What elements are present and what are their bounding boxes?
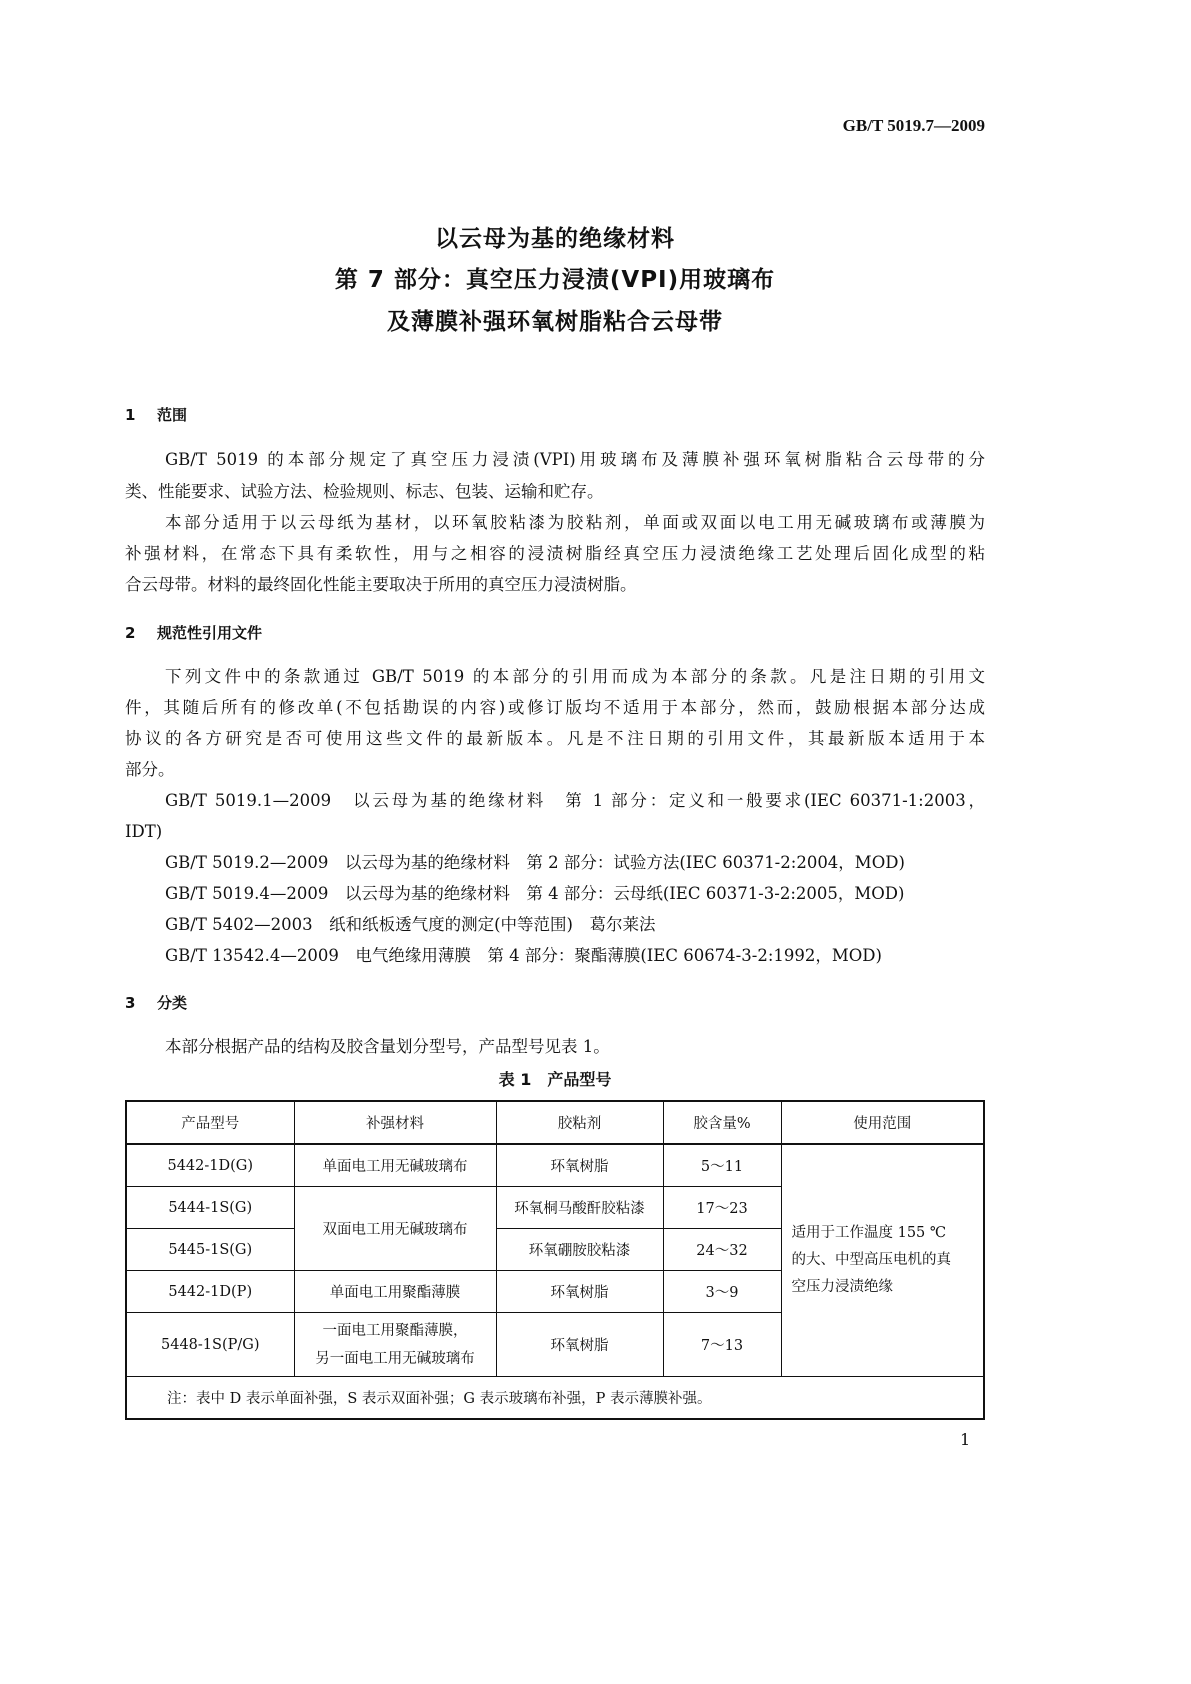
scope-line: 适用于工作温度 155 ℃ — [791, 1225, 947, 1241]
cell-content: 7～13 — [663, 1313, 781, 1377]
body-line: 协议的各方研究是否可使用这些文件的最新版本。凡是不注日期的引用文件，其最新版本适用于本 — [125, 729, 985, 748]
cell-material: 双面电工用无碱玻璃布 — [294, 1187, 496, 1271]
column-header: 使用范围 — [781, 1101, 984, 1144]
section-heading-1 — [125, 404, 187, 425]
body-line: 下列文件中的条款通过 GB/T 5019 的本部分的引用而成为本部分的条款。凡是注日期的引用文 — [165, 667, 985, 686]
title-line-1: 以云母为基的绝缘材料 — [435, 226, 675, 252]
body-line: 件，其随后所有的修改单(不包括勘误的内容)或修订版均不适用于本部分，然而，鼓励根据本部分达成 — [125, 698, 985, 717]
body-line: 合云母带。材料的最终固化性能主要取决于所用的真空压力浸渍树脂。 — [125, 575, 637, 594]
product-model-table — [125, 1100, 985, 1420]
cell-adhesive: 环氧树脂 — [496, 1144, 663, 1187]
cell-material: 单面电工用无碱玻璃布 — [294, 1144, 496, 1187]
page-number: 1 — [960, 1430, 971, 1449]
cell-content: 3～9 — [663, 1271, 781, 1313]
cell-model: 5445-1S(G) — [126, 1229, 294, 1271]
table-caption: 表 1 产品型号 — [498, 1070, 612, 1089]
cell-scope — [781, 1144, 984, 1377]
column-header: 胶粘剂 — [496, 1101, 663, 1144]
reference-item: GB/T 13542.4—2009 电气绝缘用薄膜 第 4 部分：聚酯薄膜(IEC 60674-3-2:1992，MOD) — [165, 946, 882, 965]
cell-content: 24～32 — [663, 1229, 781, 1271]
reference-item: GB/T 5019.2—2009 以云母为基的绝缘材料 第 2 部分：试验方法(IEC 60371-2:2004，MOD) — [165, 853, 905, 872]
cell-content: 5～11 — [663, 1144, 781, 1187]
table-note-row — [126, 1377, 984, 1420]
section-number: 2 — [125, 624, 136, 642]
reference-item: GB/T 5402—2003 纸和纸板透气度的测定(中等范围) 葛尔莱法 — [165, 915, 656, 934]
material-line: 另一面电工用无碱玻璃布 — [315, 1350, 475, 1367]
reference-item: GB/T 5019.4—2009 以云母为基的绝缘材料 第 4 部分：云母纸(IEC 60371-3-2:2005，MOD) — [165, 884, 905, 903]
table-row — [126, 1144, 984, 1187]
cell-model: 5442-1D(G) — [126, 1144, 294, 1187]
body-line: 类、性能要求、试验方法、检验规则、标志、包装、运输和贮存。 — [125, 482, 604, 501]
cell-material: 单面电工用聚酯薄膜 — [294, 1271, 496, 1313]
cell-model: 5444-1S(G) — [126, 1187, 294, 1229]
column-header: 产品型号 — [126, 1101, 294, 1144]
reference-item-cont: IDT) — [125, 822, 163, 841]
body-line: GB/T 5019 的本部分规定了真空压力浸渍(VPI)用玻璃布及薄膜补强环氧树脂粘合云母带的分 — [165, 450, 985, 469]
cell-material — [294, 1313, 496, 1377]
body-line: 本部分适用于以云母纸为基材，以环氧胶粘漆为胶粘剂，单面或双面以电工用无碱玻璃布或薄膜为 — [165, 513, 985, 532]
standard-code: GB/T 5019.7—2009 — [842, 116, 985, 135]
reference-item: GB/T 5019.1—2009 以云母为基的绝缘材料 第 1 部分：定义和一般要求(IEC 60371-1:2003， — [165, 791, 985, 810]
cell-model: 5442-1D(P) — [126, 1271, 294, 1313]
column-header: 胶含量% — [663, 1101, 781, 1144]
table-header-row — [126, 1101, 984, 1144]
section-title: 分类 — [157, 994, 188, 1012]
cell-adhesive: 环氧树脂 — [496, 1313, 663, 1377]
body-line: 部分。 — [125, 760, 175, 779]
section-heading-3 — [125, 992, 187, 1013]
section-number: 3 — [125, 994, 136, 1012]
body-line: 本部分根据产品的结构及胶含量划分型号，产品型号见表 1。 — [165, 1037, 610, 1056]
cell-content: 17～23 — [663, 1187, 781, 1229]
table-note: 注：表中 D 表示单面补强，S 表示双面补强；G 表示玻璃布补强，P 表示薄膜补强。 — [126, 1377, 984, 1420]
section-heading-2 — [125, 622, 262, 643]
scope-line: 的大、中型高压电机的真 — [791, 1252, 951, 1268]
title-line-3: 及薄膜补强环氧树脂粘合云母带 — [387, 309, 723, 335]
material-line: 一面电工用聚酯薄膜， — [322, 1322, 468, 1339]
cell-adhesive: 环氧桐马酸酐胶粘漆 — [496, 1187, 663, 1229]
body-line: 补强材料，在常态下具有柔软性，用与之相容的浸渍树脂经真空压力浸渍绝缘工艺处理后固化成型的粘 — [125, 544, 985, 563]
section-title: 规范性引用文件 — [157, 624, 263, 642]
title-line-2: 第 7 部分：真空压力浸渍(VPI)用玻璃布 — [334, 267, 776, 293]
cell-adhesive: 环氧树脂 — [496, 1271, 663, 1313]
cell-adhesive: 环氧硼胺胶粘漆 — [496, 1229, 663, 1271]
section-number: 1 — [125, 406, 136, 424]
section-title: 范围 — [157, 406, 188, 424]
scope-line: 空压力浸渍绝缘 — [791, 1279, 893, 1295]
cell-model: 5448-1S(P/G) — [126, 1313, 294, 1377]
column-header: 补强材料 — [294, 1101, 496, 1144]
